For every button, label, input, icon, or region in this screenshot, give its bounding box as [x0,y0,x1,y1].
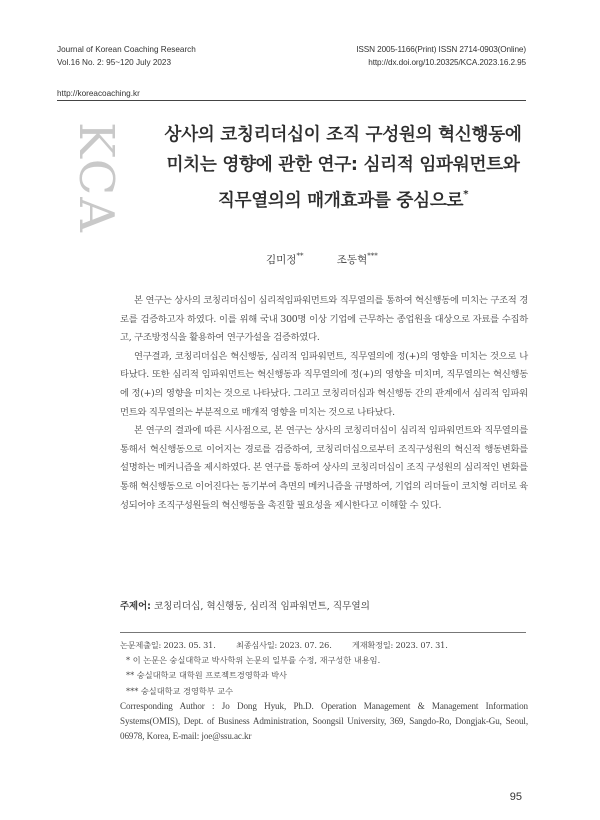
journal-website-link[interactable]: http://koreacoaching.kr [57,89,140,98]
keywords-label: 주제어: [120,601,151,612]
page-number: 95 [509,791,522,803]
title-line-3: 직무열의의 매개효과를 중심으로* [217,189,469,211]
journal-header-left [57,43,196,69]
keywords [120,598,370,612]
kca-logo-text: KCA [68,122,124,234]
footnote-2: ** 숭실대학교 대학원 프로젝트경영학과 박사 [126,670,287,681]
doi-link[interactable]: http://dx.doi.org/10.20325/KCA.2023.16.2.95 [368,58,526,67]
accepted-date: 게재확정일: 2023. 07. 31. [352,640,448,650]
paper-title [128,120,558,216]
keywords-text: 코칭리더십, 혁신행동, 심리적 임파워먼트, 직무열의 [153,601,370,612]
title-footnote-mark: * [463,189,469,200]
submission-dates [120,638,528,653]
issn: ISSN 2005-1166(Print) ISSN 2714-0903(Online) [356,45,526,54]
journal-name: Journal of Korean Coaching Research [57,45,196,54]
kca-logo [54,104,134,236]
abstract [120,292,528,515]
author-2: 조동혁*** [336,252,378,266]
journal-header-right [356,43,526,69]
submitted-date: 논문제출일: 2023. 05. 31. [120,640,216,650]
abstract-paragraph-3: 본 연구의 결과에 따른 시사점으로, 본 연구는 상사의 코칭리더십이 심리적 임파워먼트와 직무열의를 통해서 혁신행동으로 이어지는 경로를 검증하여, 코칭리더십으로부터 조직구성원의 혁신적 행동변화를 설명하는 메커니즘을 제시하였다. 본 연구를 통하여 상사의 코칭리더십이 조직 구성원의 심리적인 변화를 통해 혁신행동으로 이어진다는 동기부여 측면의 메커니즘을 규명하여, 기업의 리더들이 코치형 리더로 육성되어야 조직구성원들의 혁신행동을 촉진할 필요성을 제시한다고 이해할 수 있다. [120,425,528,511]
header-divider [57,100,526,101]
title-line-2: 미치는 영향에 관한 연구: 심리적 임파워먼트와 [166,155,520,175]
abstract-paragraph-1: 본 연구는 상사의 코칭리더십이 심리적임파워먼트와 직무열의를 통하여 혁신행동에 미치는 구조적 경로를 검증하고자 하였다. 이를 위해 국내 300명 이상 기업에 근무하는 종업원을 대상으로 자료를 수집하고, 구조방정식을 활용하여 연구가설을 검증하였다. [120,295,528,344]
reviewed-date: 최종심사일: 2023. 07. 26. [236,640,332,650]
footnote-1: * 이 논문은 숭실대학교 박사학위 논문의 일부를 수정, 재구성한 내용임. [126,655,381,666]
author-1: 김미정** [266,252,304,266]
volume-info: Vol.16 No. 2: 95~120 July 2023 [57,58,172,67]
corresponding-author: Corresponding Author : Jo Dong Hyuk, Ph.D. Operation Management & Management Information Systems(OMIS), Dept. of Business Administration, Soongsil University, 369, Sangdo-Ro, Dongjak-Gu, Seoul, 06978, Korea, E-mail: joe@ssu.ac.kr [120,700,528,741]
footnote-3: *** 숭실대학교 경영학부 교수 [126,685,234,696]
footnote-divider [120,632,526,633]
author-list [266,252,378,267]
title-line-1: 상사의 코칭리더십이 조직 구성원의 혁신행동에 [164,125,522,145]
abstract-paragraph-2: 연구결과, 코칭리더십은 혁신행동, 심리적 임파워먼트, 직무열의에 정(+)의 영향을 미치는 것으로 나타났다. 또한 심리적 임파워먼트는 혁신행동과 직무열의에 정(+)의 영향을 미치며, 직무열의는 혁신행동에 정(+)의 영향을 미치는 것으로 나타났다. 그리고 코칭리더십과 혁신행동 간의 관계에서 심리적 임파워먼트와 직무열의는 부분적으로 매개적 영향을 미치는 것으로 나타났다. [120,350,528,418]
footnotes [120,638,528,744]
